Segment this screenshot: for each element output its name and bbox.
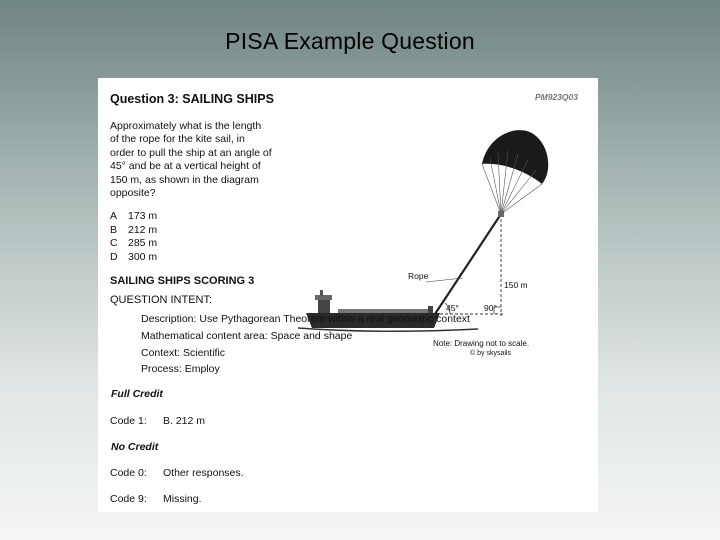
height-label: 150 m xyxy=(504,280,528,290)
full-credit-heading: Full Credit xyxy=(111,388,163,400)
rope-label: Rope xyxy=(408,271,429,281)
no-credit-heading: No Credit xyxy=(111,441,159,453)
code-label: Code 0: xyxy=(110,467,147,479)
question-title: Question 3: SAILING SHIPS xyxy=(110,92,274,106)
question-text-line: 150 m, as shown in the diagram xyxy=(110,173,259,186)
option-letter: D xyxy=(110,250,118,263)
scale-note: Note: Drawing not to scale. xyxy=(433,339,530,348)
option-letter: A xyxy=(110,210,118,222)
no-credit-code xyxy=(110,467,244,479)
option-text: 300 m xyxy=(128,250,158,263)
scoring-heading: SAILING SHIPS SCORING 3 xyxy=(110,275,255,287)
question-text-line: Approximately what is the length xyxy=(110,120,262,132)
rope xyxy=(435,214,501,314)
code-label: Code 9: xyxy=(110,493,147,505)
intent-heading: QUESTION INTENT: xyxy=(110,294,213,306)
image-credit: © by skysails xyxy=(470,350,511,357)
intent-item: Context: Scientific xyxy=(141,346,226,359)
no-credit-code xyxy=(110,493,202,505)
intent-item: Process: Employ xyxy=(141,363,220,376)
intent-item: Mathematical content area: Space and shape xyxy=(141,329,353,342)
intent-list xyxy=(141,311,470,378)
kite-sail xyxy=(482,130,548,184)
answer-option xyxy=(110,224,157,238)
option-text: 212 m xyxy=(128,223,158,236)
question-text-line: opposite? xyxy=(110,187,156,200)
answer-option xyxy=(110,210,157,224)
option-text: 173 m xyxy=(128,210,158,222)
answer-options xyxy=(110,210,157,264)
intent-item: Description: Use Pythagorean Theorem within a real geometric context xyxy=(141,313,470,325)
question-text-line: 45° and be at a vertical height of xyxy=(110,160,261,173)
option-letter: C xyxy=(110,237,118,250)
question-text xyxy=(110,120,290,200)
document-page xyxy=(98,78,598,512)
slide-title: PISA Example Question xyxy=(225,28,475,54)
full-credit-code xyxy=(110,415,205,427)
code-label: Code 1: xyxy=(110,415,147,427)
question-text-line: order to pull the ship at an angle of xyxy=(110,146,272,159)
code-description: Missing. xyxy=(163,493,202,505)
option-text: 285 m xyxy=(128,237,158,250)
angle-right-label: 90° xyxy=(484,303,497,313)
angle-left-label: 45° xyxy=(446,303,459,313)
attach-point xyxy=(498,211,504,217)
option-letter: B xyxy=(110,223,118,236)
answer-option xyxy=(110,237,157,251)
question-text-line: of the rope for the kite sail, in xyxy=(110,133,245,146)
code-description: Other responses. xyxy=(163,467,244,479)
question-code: PM923Q03 xyxy=(535,92,578,102)
answer-option xyxy=(110,251,157,265)
code-description: B. 212 m xyxy=(163,415,206,427)
